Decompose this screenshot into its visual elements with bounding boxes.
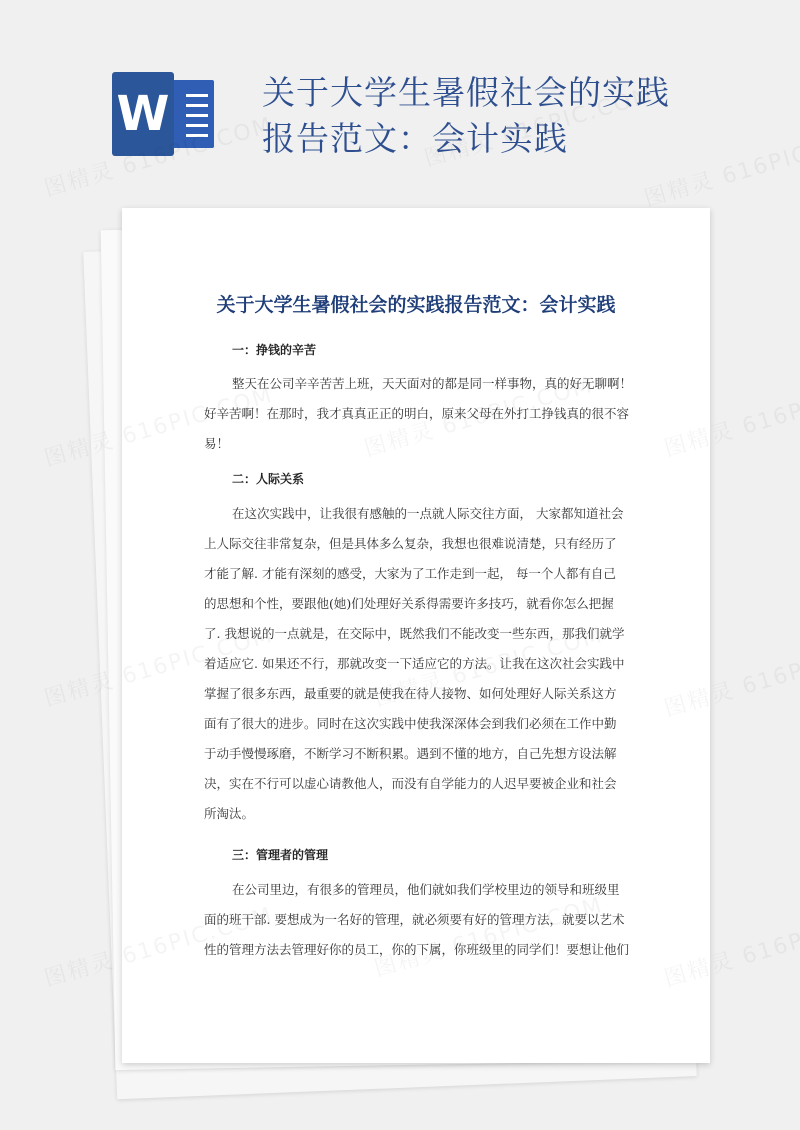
paragraph-line: 性的管理方法去管理好你的员工，你的下属，你班级里的同学们！要想让他们 bbox=[204, 942, 630, 957]
paragraph-line: 决，实在不行可以虚心请教他人，而没有自学能力的人迟早要被企业和社会 bbox=[204, 776, 617, 791]
paragraph-line: 在公司里边，有很多的管理员，他们就如我们学校里边的领导和班级里 bbox=[232, 882, 620, 897]
paragraph-line: 掌握了很多东西，最重要的就是使我在待人接物、如何处理好人际关系这方 bbox=[204, 686, 617, 701]
section-heading-relationships: 二：人际关系 bbox=[232, 472, 305, 486]
paragraph-line: 所淘汰。 bbox=[204, 806, 255, 821]
paragraph-line: 了. 我想说的一点就是，在交际中，既然我们不能改变一些东西，那我们就学 bbox=[204, 626, 625, 641]
paragraph-line: 才能了解. 才能有深刻的感受，大家为了工作走到一起， 每一个人都有自己 bbox=[204, 566, 616, 581]
paragraph-line: 于动手慢慢琢磨，不断学习不断积累。遇到不懂的地方，自己先想方设法解 bbox=[204, 746, 617, 761]
paragraph-line: 整天在公司辛辛苦苦上班，天天面对的都是同一样事物，真的好无聊啊！ bbox=[232, 376, 633, 391]
document-title: 关于大学生暑假社会的实践报告范文：会计实践 bbox=[216, 294, 616, 316]
paragraph-line: 面的班干部. 要想成为一名好的管理，就必须要有好的管理方法，就要以艺术 bbox=[204, 912, 625, 927]
word-w-badge: W bbox=[112, 72, 174, 156]
section-heading-management: 三：管理者的管理 bbox=[232, 848, 329, 862]
paragraph-line: 易！ bbox=[204, 436, 230, 451]
paragraph-line: 好辛苦啊！在那时，我才真真正正的明白，原来父母在外打工挣钱真的很不容 bbox=[204, 406, 630, 421]
document-page bbox=[122, 208, 710, 1063]
cover-title: 关于大学生暑假社会的实践报告范文：会计实践 bbox=[262, 73, 670, 158]
paragraph-line: 的思想和个性，要跟他(她)们处理好关系得需要许多技巧，就看你怎么把握 bbox=[204, 596, 614, 611]
paragraph-line: 上人际交往非常复杂，但是具体多么复杂，我想也很难说清楚，只有经历了 bbox=[204, 536, 617, 551]
word-logo-icon bbox=[112, 72, 214, 156]
paragraph-line: 在这次实践中，让我很有感触的一点就人际交往方面， 大家都知道社会 bbox=[232, 506, 624, 521]
paragraph-line: 着适应它. 如果还不行，那就改变一下适应它的方法。让我在这次社会实践中 bbox=[204, 656, 625, 671]
section-heading-earning: 一：挣钱的辛苦 bbox=[232, 343, 317, 357]
paragraph-line: 面有了很大的进步。同时在这次实践中使我深深体会到我们必须在工作中勤 bbox=[204, 716, 617, 731]
